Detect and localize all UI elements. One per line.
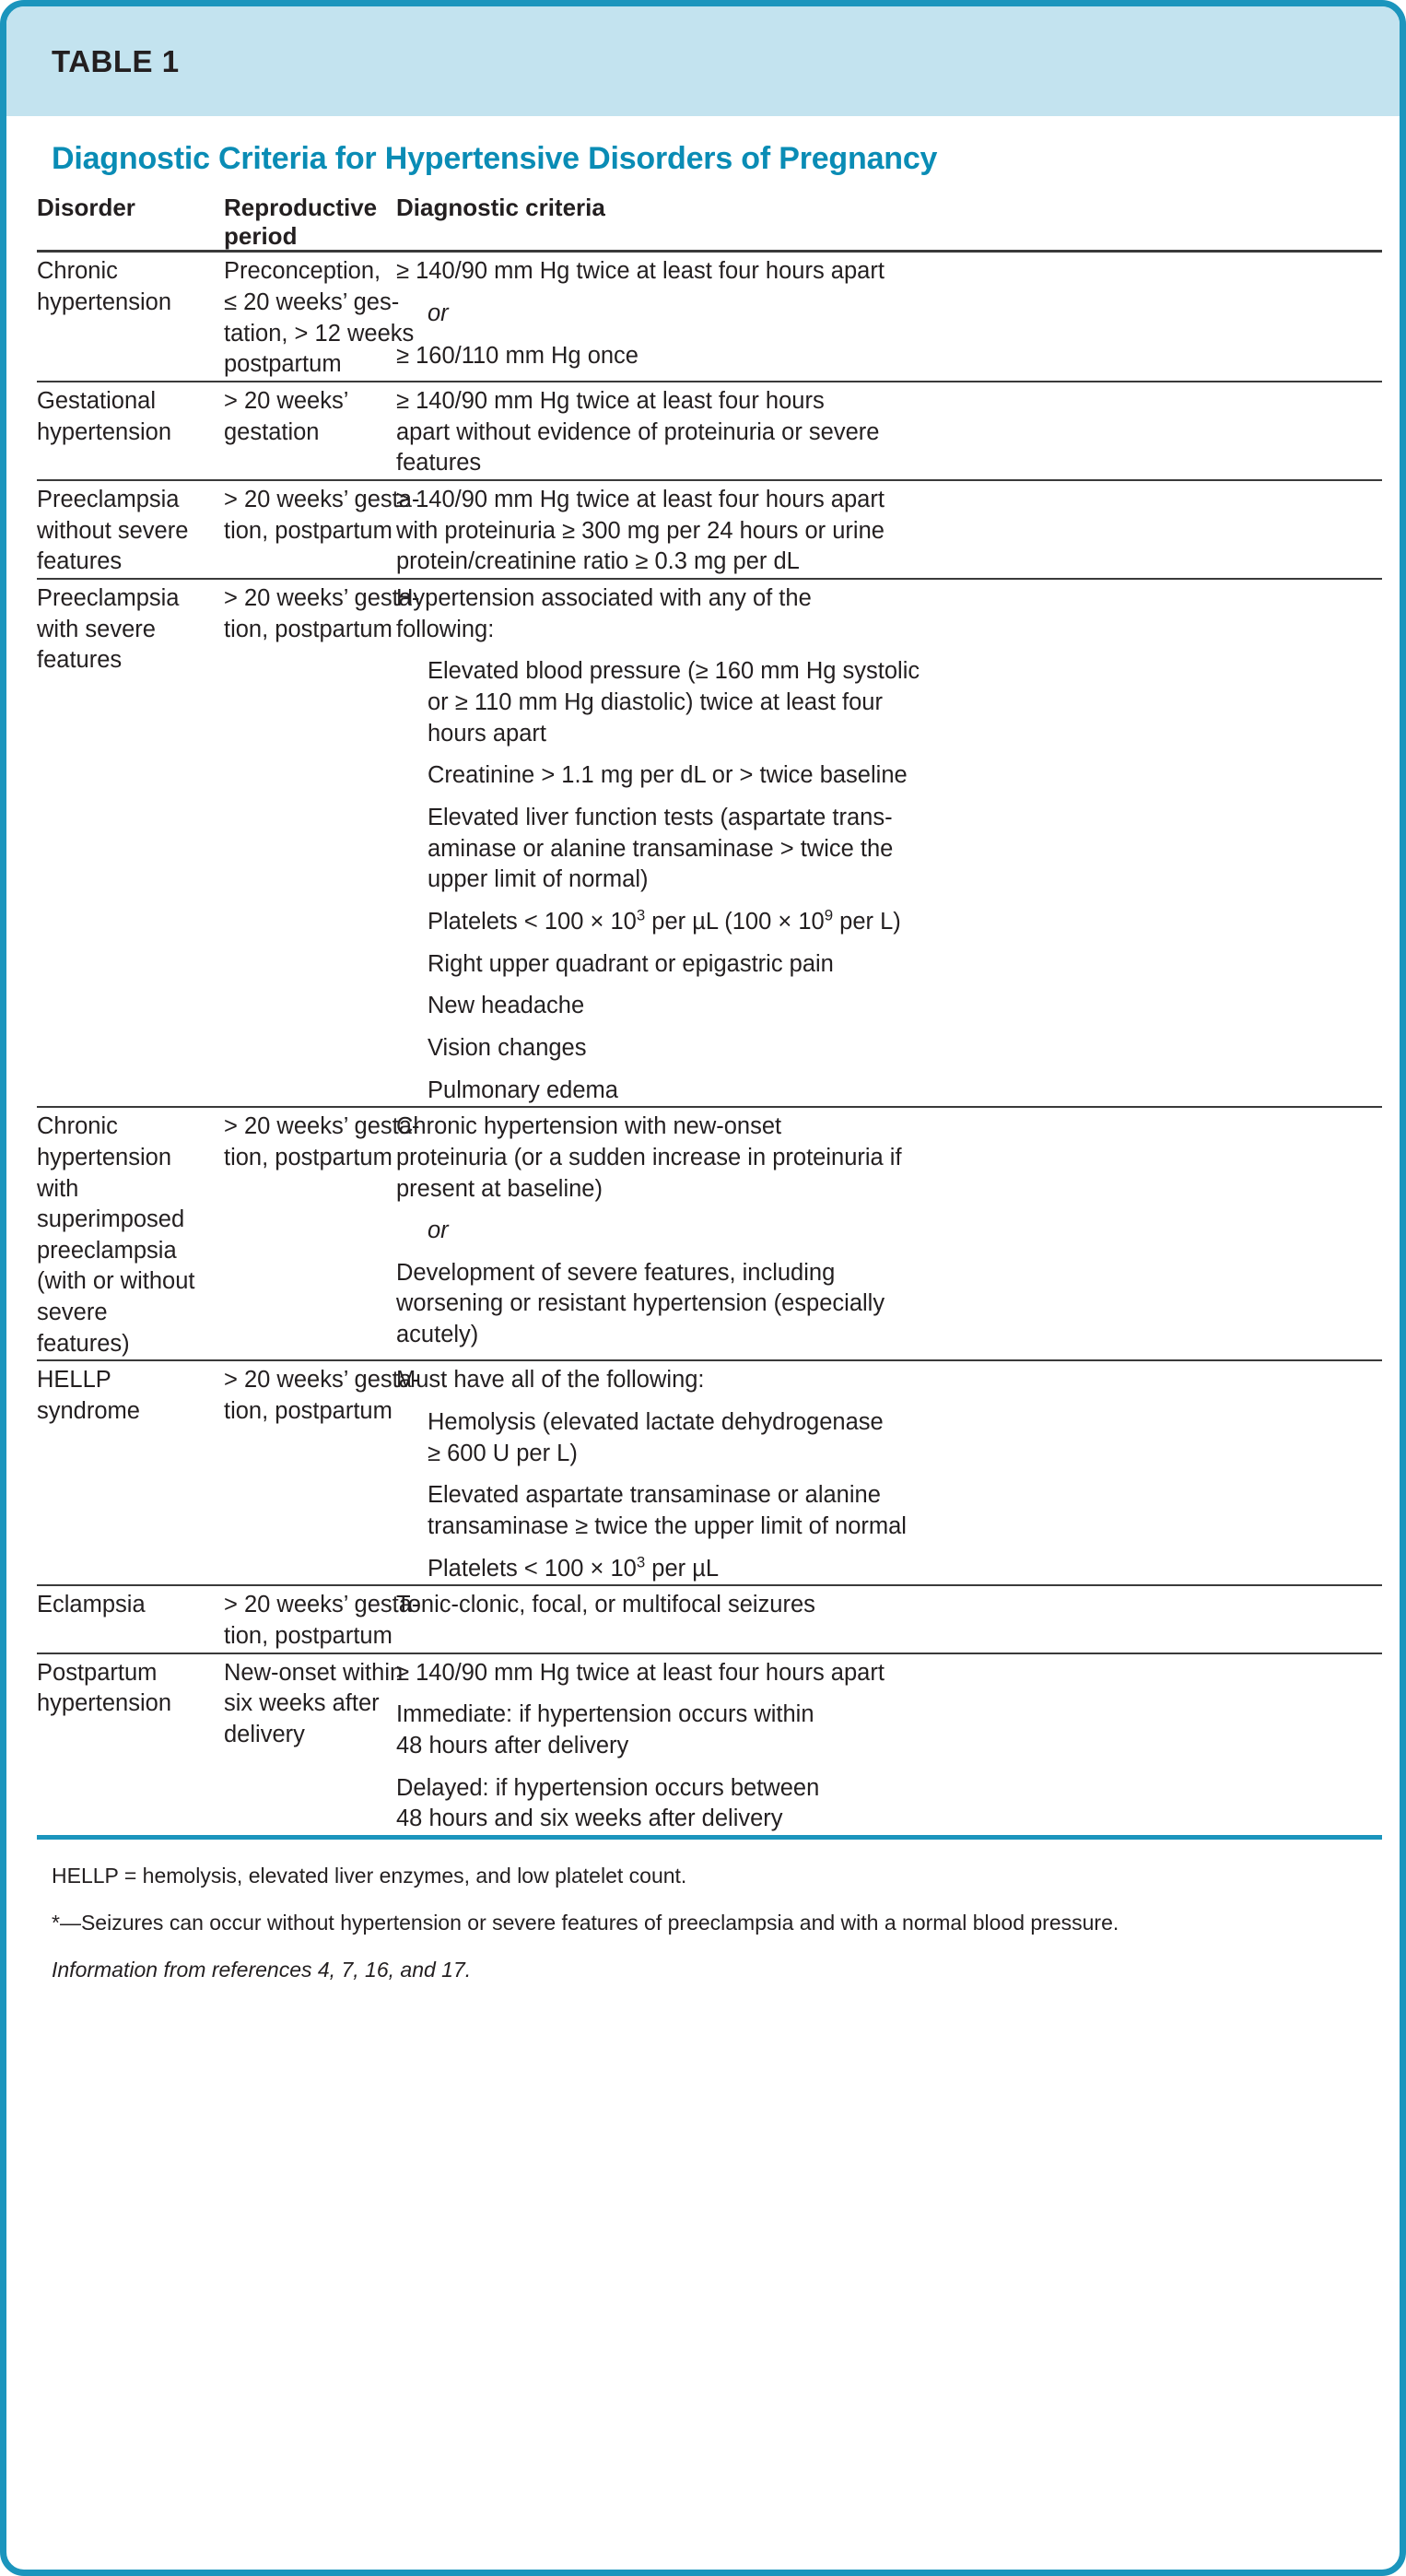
text-line: Creatinine > 1.1 mg per dL or > twice baseline: [428, 762, 908, 789]
cell-disorder: Chronic hypertension with superimposed preeclampsia (with or without severe features): [37, 1113, 195, 1357]
text-line: ≥ 160/110 mm Hg once: [396, 342, 639, 369]
cell-disorder: Preeclampsia without severe features: [37, 487, 189, 575]
table-row: [6, 386, 1406, 480]
table-title-wrap: [6, 116, 1400, 177]
footnote: Information from references 4, 7, 16, and 17.: [52, 1958, 472, 1982]
text-line: protein/creatinine ratio ≥ 0.3 mg per dL: [396, 548, 800, 575]
cell-diagnostic-criteria: [396, 485, 1382, 579]
text-line: gestation: [224, 418, 320, 445]
cell-diagnostic-criteria: [396, 583, 1382, 1107]
text-line: > 20 weeks’ gesta-: [224, 1113, 420, 1140]
text-line: Platelets < $100 \times 10^3$ per µL ($100 \times 10^9$ per L): [428, 906, 901, 935]
text-line: proteinuria (or a sudden increase in proteinuria if: [396, 1144, 902, 1170]
table-row: [6, 1590, 1406, 1653]
criteria-sub-item: [396, 803, 1371, 896]
criteria-sub-item: [396, 1480, 1371, 1542]
cell-diagnostic-criteria: [396, 256, 1382, 382]
text-line: Platelets < $100 \times 10^3$ per µL: [428, 1553, 720, 1582]
table-row: [6, 1112, 1406, 1360]
text-line: Tonic-clonic, focal, or multifocal seizures: [396, 1592, 815, 1618]
text-line: aminase or alanine transaminase > twice the: [428, 835, 894, 862]
text-line: or ≥ 110 mm Hg diastolic) twice at least four: [428, 688, 883, 715]
text-line: tion, postpartum: [224, 616, 393, 642]
text-line: Hypertension associated with any of the: [396, 585, 812, 611]
text-line: Elevated liver function tests (aspartate trans-: [428, 804, 893, 830]
text-line: Elevated aspartate transaminase or alanine: [428, 1482, 881, 1509]
text-line: tion, postpartum: [224, 1623, 393, 1650]
cell-reproductive-period: [224, 1112, 420, 1360]
text-line: Vision changes: [428, 1034, 587, 1061]
column-header-diagnostic-criteria: Diagnostic criteria: [396, 194, 605, 222]
text-line: ≥ 140/90 mm Hg twice at least four hours apart: [396, 1659, 885, 1686]
text-line: worsening or resistant hypertension (especially: [396, 1290, 885, 1317]
criteria-block: [396, 1773, 1371, 1835]
text-line: apart without evidence of proteinuria or severe: [396, 418, 880, 445]
text-line: > 20 weeks’ gesta-: [224, 1367, 420, 1394]
text-line: Elevated blood pressure (≥ 160 mm Hg systolic: [428, 658, 920, 685]
criteria-sub-item: [396, 949, 1371, 981]
table-body: [6, 252, 1406, 1843]
text-line: transaminase ≥ twice the upper limit of normal: [428, 1513, 907, 1540]
table-footnotes: [6, 1843, 1400, 1984]
table-title: Diagnostic Criteria for Hypertensive Disorders of Pregnancy: [52, 141, 938, 176]
text-line: tion, postpartum: [224, 1398, 393, 1425]
text-line: six weeks after: [224, 1690, 380, 1717]
text-line: ≥ 140/90 mm Hg twice at least four hours apart: [396, 487, 885, 513]
cell-reproductive-period: [224, 256, 415, 382]
table-header-row: [6, 194, 1406, 252]
text-line: acutely): [396, 1322, 479, 1348]
table-header-band: [6, 6, 1400, 116]
footnote: HELLP = hemolysis, elevated liver enzymes, and low platelet count.: [52, 1863, 687, 1888]
criteria-sub-item: [396, 1033, 1371, 1065]
criteria-sub-item: [396, 760, 1371, 792]
cell-diagnostic-criteria: [396, 1658, 1382, 1838]
text-line: New headache: [428, 993, 585, 1019]
cell-disorder: Chronic hypertension: [37, 258, 172, 316]
table-number-label: TABLE 1: [52, 43, 180, 78]
text-line: > 20 weeks’ gesta-: [224, 1592, 420, 1618]
criteria-sub-item: [396, 1076, 1371, 1107]
cell-reproductive-period: [224, 583, 420, 1107]
cell-disorder: Eclampsia: [37, 1592, 146, 1618]
text-line: 48 hours and six weeks after delivery: [396, 1806, 783, 1832]
text-line: New-onset within: [224, 1659, 404, 1686]
cell-diagnostic-criteria: [396, 1365, 1382, 1585]
text-line: ≥ 600 U per L): [428, 1440, 578, 1466]
criteria-sub-item: [396, 991, 1371, 1022]
or-connector: or: [428, 1217, 449, 1244]
column-header-disorder: Disorder: [37, 194, 135, 222]
cell-reproductive-period: [224, 485, 420, 579]
column-header-reproductive-period: [224, 194, 396, 252]
cell-diagnostic-criteria: [396, 1590, 1382, 1653]
cell-reproductive-period: [224, 1365, 420, 1585]
table-row: [6, 583, 1406, 1107]
table-row: [6, 485, 1406, 579]
criteria-sub-item: [396, 1407, 1371, 1469]
text-line: Must have all of the following:: [396, 1367, 705, 1394]
table-head: [6, 194, 1406, 252]
text-line: tion, postpartum: [224, 1144, 393, 1170]
text-line: ≥ 140/90 mm Hg twice at least four hours: [396, 388, 825, 415]
text-line: > 20 weeks’ gesta-: [224, 585, 420, 611]
column-header-period-line2: period: [224, 221, 298, 250]
criteria-sub-item: [396, 656, 1371, 749]
text-line: delivery: [224, 1722, 305, 1747]
text-line: features: [396, 450, 482, 476]
column-header-period-line1: Reproductive: [224, 194, 378, 222]
cell-disorder: HELLP syndrome: [37, 1367, 140, 1425]
text-line: Pulmonary edema: [428, 1076, 618, 1103]
text-line: Delayed: if hypertension occurs between: [396, 1774, 820, 1801]
cell-reproductive-period: [224, 386, 396, 480]
text-line: present at baseline): [396, 1175, 603, 1202]
text-line: with proteinuria ≥ 300 mg per 24 hours or urine: [396, 517, 885, 544]
or-connector: or: [428, 300, 449, 327]
text-line: Immediate: if hypertension occurs within: [396, 1701, 814, 1728]
cell-disorder: Gestational hypertension: [37, 388, 172, 445]
text-line: Development of severe features, including: [396, 1259, 836, 1286]
text-line: hours apart: [428, 720, 546, 747]
text-line: Hemolysis (elevated lactate dehydrogenase: [428, 1409, 884, 1436]
cell-disorder: Preeclampsia with severe features: [37, 585, 180, 674]
text-line: 48 hours after delivery: [396, 1733, 629, 1759]
cell-reproductive-period: [224, 1590, 420, 1653]
criteria-sub-item: [396, 907, 1371, 938]
text-line: Chronic hypertension with new-onset: [396, 1113, 782, 1140]
text-line: ≥ 140/90 mm Hg twice at least four hours apart: [396, 258, 885, 285]
table-row: [6, 256, 1406, 382]
cell-diagnostic-criteria: [396, 386, 1382, 480]
text-line: upper limit of normal): [428, 866, 649, 893]
text-line: ≤ 20 weeks’ ges-: [224, 289, 400, 316]
cell-reproductive-period: [224, 1658, 404, 1838]
text-line: > 20 weeks’: [224, 388, 349, 415]
text-line: Preconception,: [224, 258, 381, 285]
table-row: [6, 1658, 1406, 1838]
text-line: Right upper quadrant or epigastric pain: [428, 950, 834, 977]
criteria-sub-item: [396, 1554, 1371, 1585]
diagnostic-criteria-table: [6, 194, 1406, 1843]
text-line: tation, > 12 weeks: [224, 320, 415, 347]
cell-diagnostic-criteria: [396, 1112, 1382, 1360]
footnote: *—Seizures can occur without hypertension or severe features of preeclampsia and with a normal blood pressure.: [52, 1911, 1119, 1935]
text-line: > 20 weeks’ gesta-: [224, 487, 420, 513]
text-line: tion, postpartum: [224, 517, 393, 544]
table-row: [6, 1365, 1406, 1585]
cell-disorder: Postpartum hypertension: [37, 1659, 172, 1717]
text-line: postpartum: [224, 351, 342, 378]
text-line: following:: [396, 616, 495, 642]
criteria-block: [396, 1700, 1371, 1761]
